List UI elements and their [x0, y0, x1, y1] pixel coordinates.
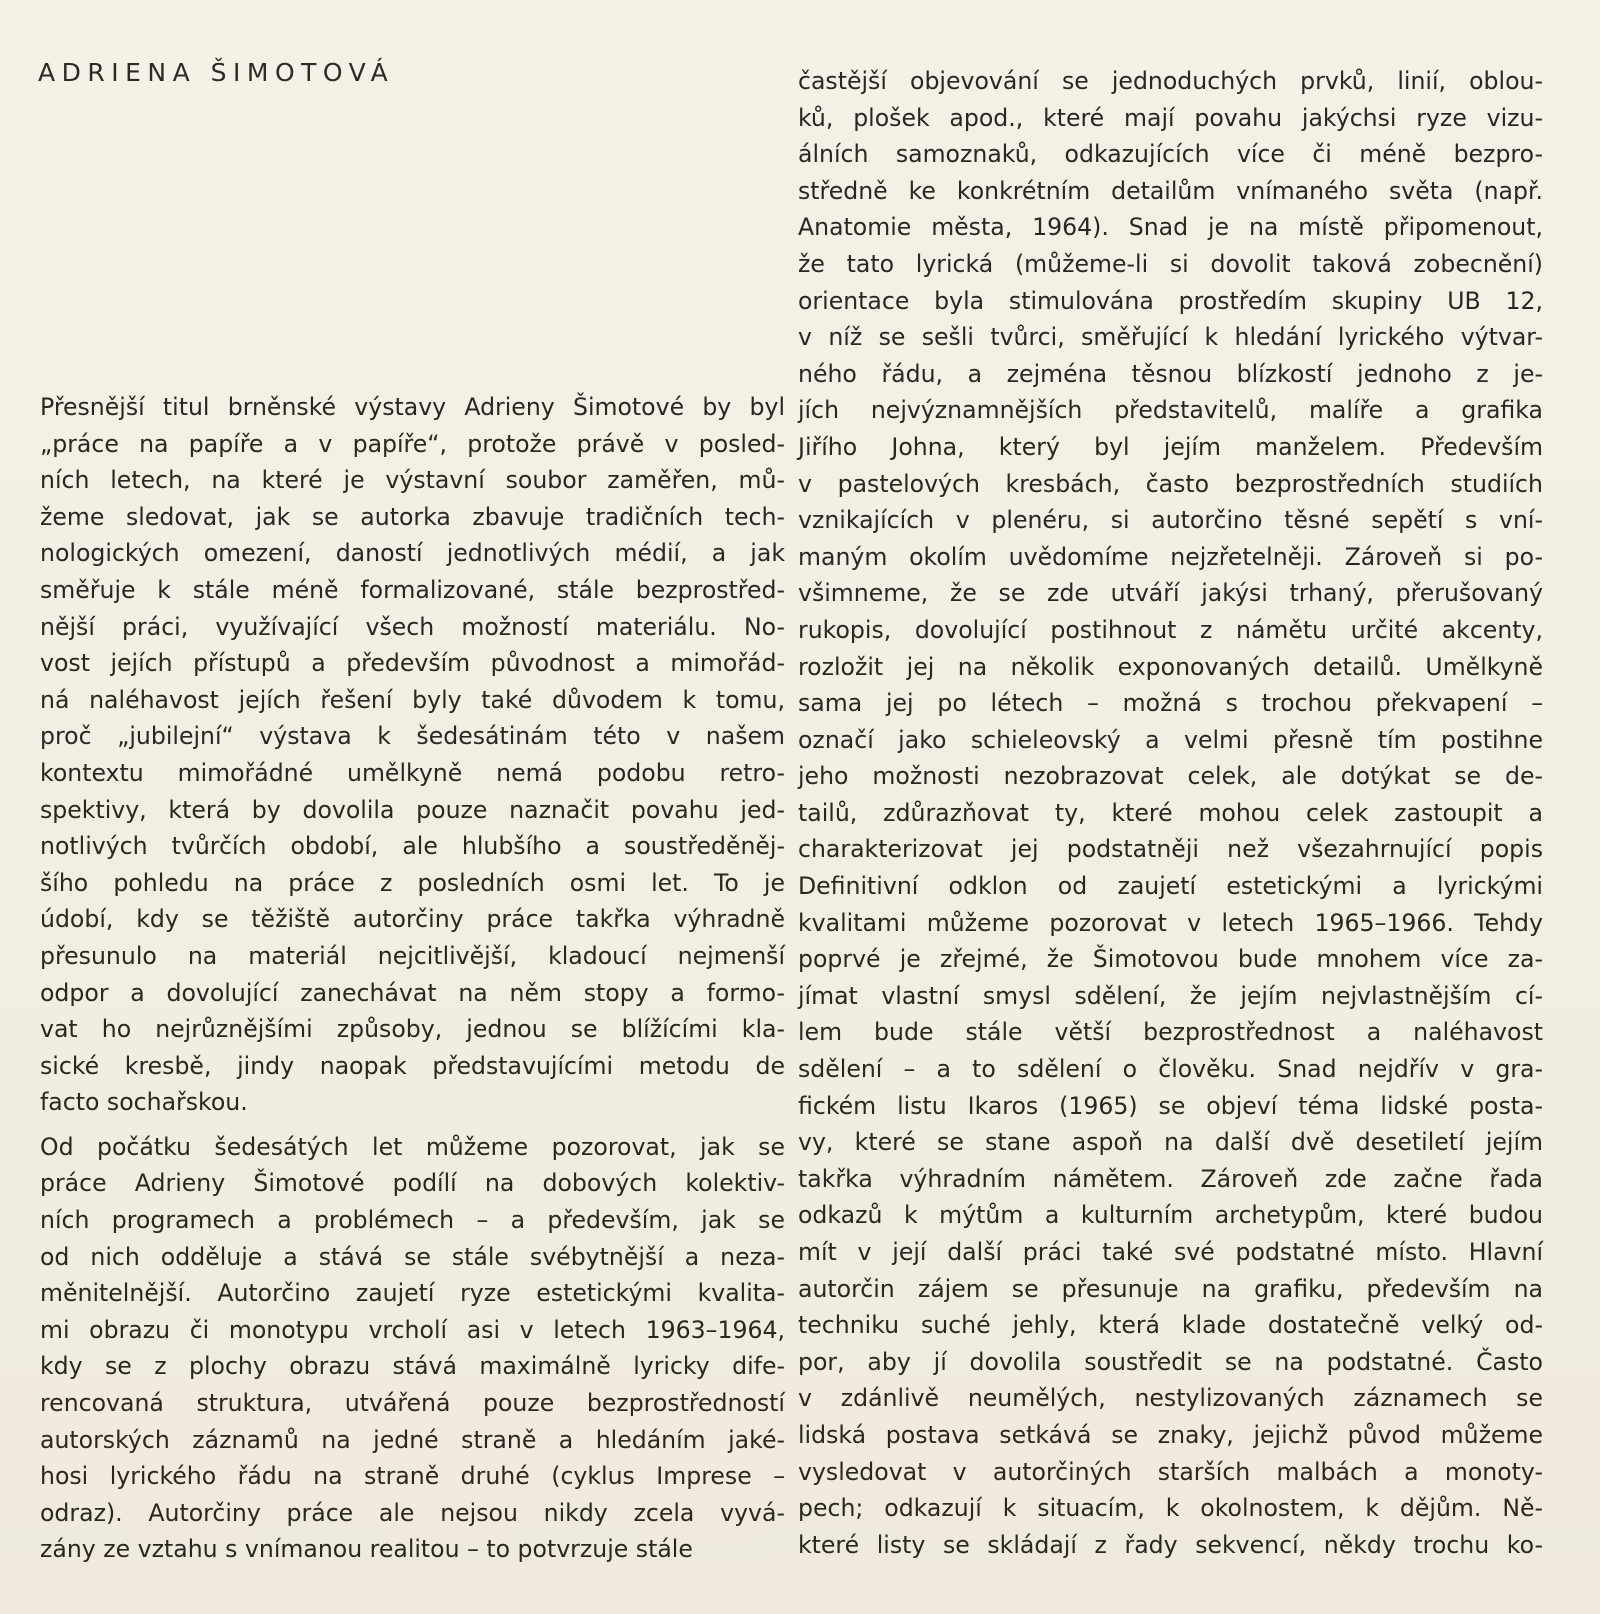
- text-line: „práce na papíře a v papíře“, protože právě v posled-: [40, 429, 785, 458]
- text-line: sdělení – a to sdělení o člověku. Snad nejdřív v gra-: [798, 1055, 1543, 1084]
- text-line: autorčin zájem se přesunuje na grafiku, především na: [798, 1274, 1543, 1303]
- text-line: Definitivní odklon od zaujetí estetickými a lyrickými: [798, 872, 1543, 901]
- text-line: autorských záznamů na jedné straně a hledáním jaké-: [40, 1425, 785, 1454]
- text-line: nologických omezení, daností jednotlivých médií, a jak: [40, 539, 785, 568]
- text-line: jích nejvýznamnějších představitelů, malíře a grafika: [798, 396, 1543, 425]
- text-line: lidská postava setkává se znaky, jejichž původ můžeme: [798, 1420, 1543, 1449]
- article-heading: ADRIENA ŠIMOTOVÁ: [38, 58, 395, 87]
- text-line: Od počátku šedesátých let můžeme pozorovat, jak se: [40, 1132, 785, 1161]
- text-line: práce Adrieny Šimotové podílí na dobových kolektiv-: [40, 1169, 785, 1198]
- text-line: rencovaná struktura, utvářená pouze bezprostředností: [40, 1389, 785, 1418]
- text-line: v pastelových kresbách, často bezprostředních studiích: [798, 469, 1543, 498]
- right-text-column: [798, 63, 1543, 1563]
- text-line: v níž se sešli tvůrci, směřující k hledání lyrického výtvar-: [798, 323, 1543, 352]
- text-line: jímat vlastní smysl sdělení, že jejím nejvlastnějším cí-: [798, 981, 1543, 1010]
- text-line: kontextu mimořádné umělkyně nemá podobu retro-: [40, 758, 785, 787]
- text-line: sama jej po létech – možná s trochou překvapení –: [798, 689, 1543, 718]
- text-line: odraz). Autorčiny práce ale nejsou nikdy zcela vyvá-: [40, 1498, 785, 1527]
- text-line: měnitelnější. Autorčino zaujetí ryze estetickými kvalita-: [40, 1279, 785, 1308]
- text-line: ních letech, na které je výstavní soubor zaměřen, mů-: [40, 466, 785, 495]
- text-line: častější objevování se jednoduchých prvků, linií, oblou-: [798, 67, 1543, 95]
- text-line: Anatomie města, 1964). Snad je na místě připomenout,: [798, 213, 1543, 242]
- text-line: hosi lyrického řádu na straně druhé (cyklus Imprese –: [40, 1462, 785, 1491]
- text-line: žeme sledovat, jak se autorka zbavuje tradičních tech-: [40, 502, 785, 531]
- text-line: středně ke konkrétním detailům vnímaného světa (např.: [798, 176, 1543, 205]
- text-line: fickém listu Ikaros (1965) se objeví téma lidské posta-: [798, 1091, 1543, 1120]
- text-line: álních samoznaků, odkazujících více či méně bezpro-: [798, 140, 1543, 169]
- text-line: lem bude stále větší bezprostřednost a naléhavost: [798, 1018, 1543, 1047]
- text-line: facto sochařskou.: [40, 1088, 248, 1117]
- text-line: takřka výhradním námětem. Zároveň zde začne řada: [798, 1164, 1543, 1193]
- text-line: že tato lyrická (můžeme-li si dovolit taková zobecnění): [798, 249, 1543, 278]
- text-line: ná naléhavost jejích řešení byly také důvodem k tomu,: [40, 685, 785, 714]
- text-line: Přesnější titul brněnské výstavy Adrieny Šimotové by byl: [40, 393, 785, 421]
- text-line: Jiřího Johna, který byl jejím manželem. Především: [798, 432, 1543, 461]
- text-line: v zdánlivě neumělých, nestylizovaných záznamech se: [798, 1384, 1543, 1413]
- text-line: vznikajících v plenéru, si autorčino těsné sepětí s vní-: [798, 506, 1543, 535]
- text-line: pech; odkazují k situacím, k okolnostem, k dějům. Ně-: [798, 1494, 1543, 1523]
- text-line: poprvé je zřejmé, že Šimotovou bude mnohem více za-: [798, 945, 1543, 974]
- text-line: spektivy, která by dovolila pouze naznačit povahu jed-: [40, 795, 785, 824]
- text-line: označí jako schieleovský a velmi přesně tím postihne: [798, 725, 1543, 754]
- text-line: orientace byla stimulována prostředím skupiny UB 12,: [798, 286, 1543, 315]
- left-text-column: [40, 389, 785, 1568]
- text-line: údobí, kdy se těžiště autorčiny práce takřka výhradně: [40, 905, 785, 934]
- text-line: kvalitami můžeme pozorovat v letech 1965–1966. Tehdy: [798, 908, 1543, 937]
- text-line: směřuje k stále méně formalizované, stále bezprostřed-: [40, 575, 785, 604]
- text-line: charakterizovat jej podstatněji než všezahrnující popis: [798, 835, 1543, 864]
- text-line: které listy se skládají z řady sekvencí, někdy trochu ko-: [798, 1530, 1543, 1559]
- text-line: vy, které se stane aspoň na další dvě desetiletí jejím: [798, 1128, 1543, 1157]
- text-line: mít v její další práci také své podstatné místo. Hlavní: [798, 1238, 1543, 1266]
- paragraph-gap: [40, 1121, 785, 1129]
- text-line: nější práci, využívající všech možností materiálu. No-: [40, 612, 785, 641]
- text-line: vysledovat v autorčiných starších malbách a monoty-: [798, 1457, 1543, 1486]
- text-line: vat ho nejrůznějšími způsoby, jednou se blížícími kla-: [40, 1015, 785, 1044]
- paragraph: [40, 389, 785, 1121]
- text-line: maným okolím uvědomíme nejzřetelněji. Zároveň si po-: [798, 542, 1543, 571]
- text-line: por, aby jí dovolila soustředit se na podstatné. Často: [798, 1347, 1543, 1376]
- text-line: sické kresbě, jindy naopak představujícími metodu de: [40, 1051, 785, 1080]
- text-line: tailů, zdůrazňovat ty, které mohou celek zastoupit a: [798, 798, 1543, 827]
- text-line: od nich odděluje a stává se stále svébytnější a neza-: [40, 1242, 785, 1271]
- text-line: mi obrazu či monotypu vrcholí asi v letech 1963–1964,: [40, 1315, 785, 1344]
- text-line: vost jejích přístupů a především původnost a mimořád-: [40, 649, 785, 678]
- text-line: šího pohledu na práce z posledních osmi let. To je: [40, 868, 785, 897]
- text-line: přesunulo na materiál nejcitlivější, kladoucí nejmenší: [40, 941, 785, 970]
- text-line: odkazů k mýtům a kulturním archetypům, které budou: [798, 1201, 1543, 1230]
- text-line: všimneme, že se zde utváří jakýsi trhaný, přerušovaný: [798, 579, 1543, 608]
- text-line: notlivých tvůrčích období, ale hlubšího a soustředěněj-: [40, 832, 785, 861]
- text-line: kdy se z plochy obrazu stává maximálně lyricky dife-: [40, 1352, 785, 1381]
- text-line: jeho možnosti nezobrazovat celek, ale dotýkat se de-: [798, 762, 1543, 791]
- text-line: odpor a dovolující zanechávat na něm stopy a formo-: [40, 978, 785, 1007]
- text-line: rozložit jej na několik exponovaných detailů. Umělkyně: [798, 652, 1543, 681]
- text-line: ného řádu, a zejména těsnou blízkostí jednoho z je-: [798, 359, 1543, 388]
- text-line: rukopis, dovolující postihnout z námětu určité akcenty,: [798, 615, 1543, 644]
- text-line: techniku suché jehly, která klade dostatečně velký od-: [798, 1311, 1543, 1340]
- text-line: zány ze vztahu s vnímanou realitou – to potvrzuje stále: [40, 1535, 693, 1564]
- paragraph: [40, 1129, 785, 1568]
- text-line: ků, plošek apod., které mají povahu jakýchsi ryze vizu-: [798, 103, 1543, 132]
- text-line: proč „jubilejní“ výstava k šedesátinám této v našem: [40, 722, 785, 751]
- text-line: ních programech a problémech – a především, jak se: [40, 1206, 785, 1235]
